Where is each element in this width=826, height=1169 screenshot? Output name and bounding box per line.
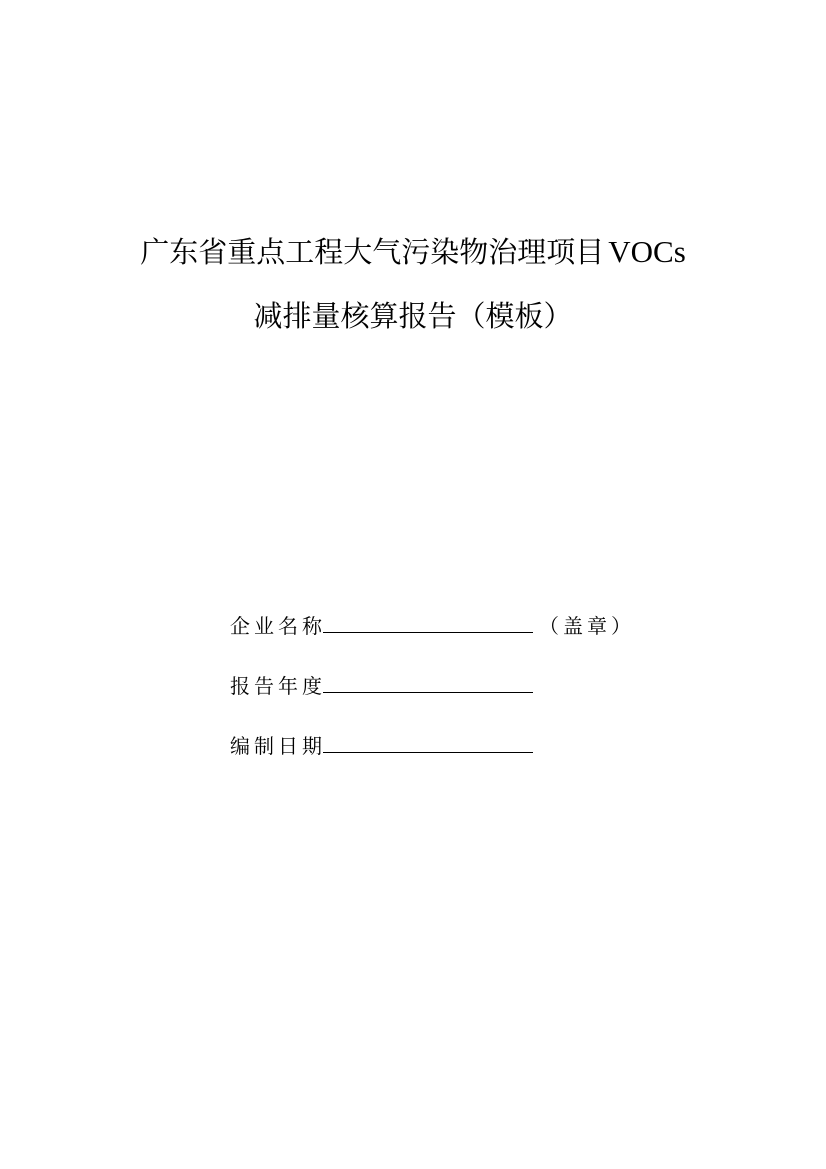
report-title (0, 232, 826, 336)
compile-date-blank[interactable] (323, 728, 533, 753)
report-year-blank[interactable] (323, 668, 533, 693)
field-report-year (230, 663, 670, 699)
field-label: 编制日期 (230, 734, 326, 758)
company-name-blank[interactable] (323, 608, 533, 633)
cover-fields (230, 603, 670, 783)
field-label: 报告年度 (230, 674, 326, 698)
seal-note: （盖章） (539, 614, 635, 638)
title-line-1-latin: VOCs (608, 234, 686, 269)
title-line-1 (0, 232, 826, 272)
field-company-name (230, 603, 670, 639)
title-line-2: 减排量核算报告（模板） (253, 299, 573, 333)
title-line-1-chinese: 广东省重点工程大气污染物治理项目 (140, 235, 605, 269)
field-compile-date (230, 723, 670, 759)
field-label: 企业名称 (230, 614, 326, 638)
